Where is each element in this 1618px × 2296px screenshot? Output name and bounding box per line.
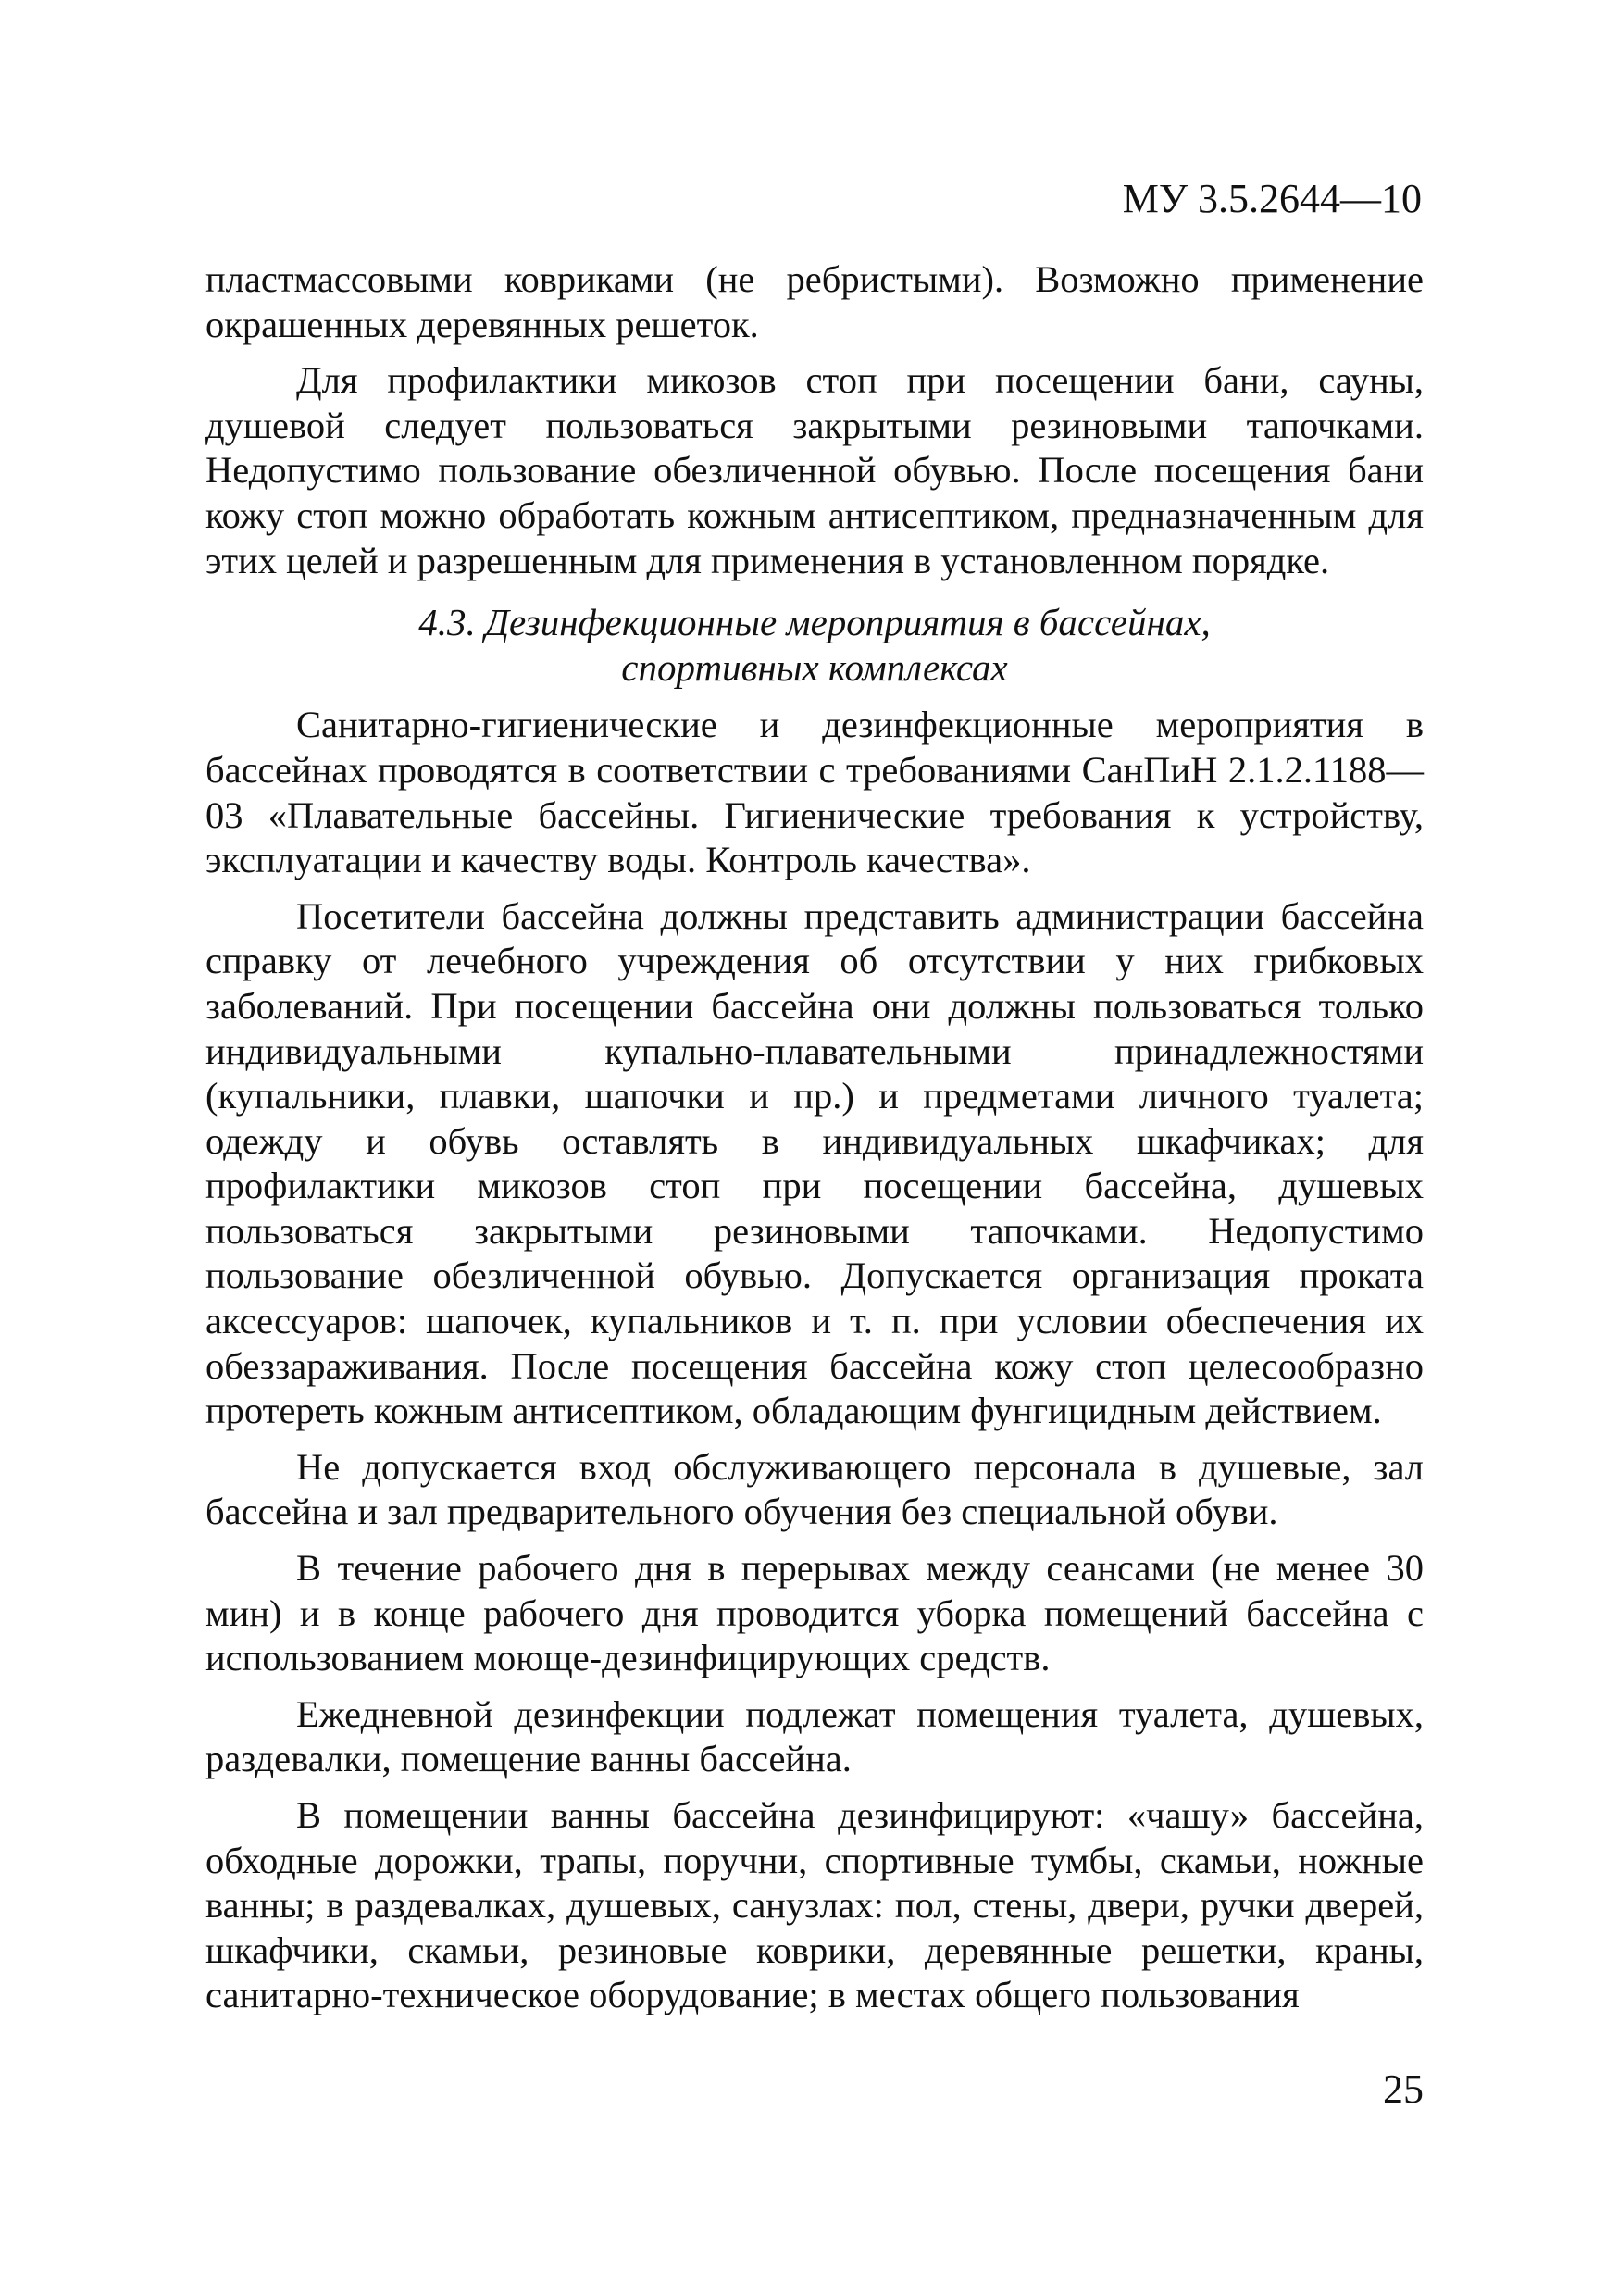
paragraph-staff-footwear: Не допускается вход обслуживающего персонала в душевые, зал бассейна и зал предварительного обучения без специальной обуви. — [205, 1445, 1424, 1533]
section-heading-line-1: 4.3. Дезинфекционные мероприятия в бассейнах, — [418, 601, 1211, 644]
paragraph-visitors: Посетители бассейна должны представить администрации бассейна справку от лечебного учреждения об отсутствии у них грибковых заболеваний. При посещении бассейна они должны пользоваться только индивидуальными купально-плавательными принадлежностями (купальники, плавки, шапочки и пр.) и предметами личного туалета; одежду и обувь оставлять в индивидуальных шкафчиках; для профилактики микозов стоп при посещении бассейна, душевых пользоваться закрытыми резиновыми тапочками. Недопустимо пользование обезличенной обувью. Допускается организация проката аксессуаров: шапочек, купальников и т. п. при условии обеспечения их обеззараживания. После посещения бассейна кожу стоп целесообразно протереть кожным антисептиком, обладающим фунгицидным действием. — [205, 894, 1424, 1432]
paragraph-continuation: пластмассовыми ковриками (не ребристыми). Возможно применение окрашенных деревянных решеток. — [205, 258, 1424, 345]
paragraph-disinfection-objects: В помещении ванны бассейна дезинфицируют: «чашу» бассейна, обходные дорожки, трапы, поручни, спортивные тумбы, скамьи, ножные ванны; в раздевалках, душевых, санузлах: пол, стены, двери, ручки дверей, шкафчики, скамьи, резиновые коврики, деревянные решетки, краны, санитарно-техническое оборудование; в местах общего пользования — [205, 1794, 1424, 2016]
paragraph-sanitary-requirements: Санитарно-гигиенические и дезинфекционные мероприятия в бассейнах проводятся в соответствии с требованиями СанПиН 2.1.2.1188—03 «Плавательные бассейны. Гигиенические требования к устройству, эксплуатации и качеству воды. Контроль качества». — [205, 704, 1424, 881]
section-heading — [205, 600, 1424, 690]
paragraph-cleaning-schedule: В течение рабочего дня в перерывах между сеансами (не менее 30 мин) и в конце рабочего дня проводится уборка помещений бассейна с использованием моюще-дезинфицирующих средств. — [205, 1547, 1424, 1679]
page-number: 25 — [1383, 2066, 1424, 2112]
paragraph-daily-disinfection: Ежедневной дезинфекции подлежат помещения туалета, душевых, раздевалки, помещение ванны бассейна. — [205, 1692, 1424, 1780]
section-heading-line-2: спортивных комплексах — [621, 645, 1008, 689]
paragraph-bath-prophylaxis: Для профилактики микозов стоп при посещении бани, сауны, душевой следует пользоваться закрытыми резиновыми тапочками. Недопустимо пользование обезличенной обувью. После посещения бани кожу стоп можно обработать кожным антисептиком, предназначенным для этих целей и разрешенным для применения в установленном порядке. — [205, 359, 1424, 581]
document-code-header: МУ 3.5.2644—10 — [1122, 176, 1422, 221]
page-body — [205, 257, 1424, 2029]
